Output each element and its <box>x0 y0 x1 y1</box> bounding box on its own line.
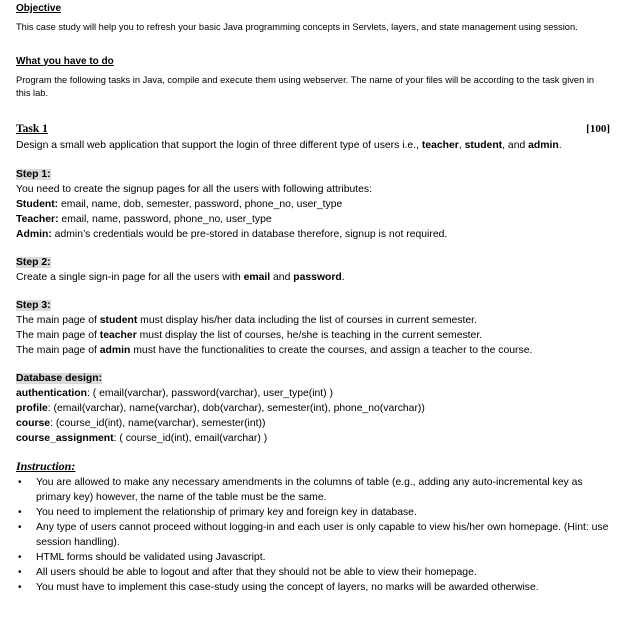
step1-heading: Step 1: <box>16 168 51 180</box>
list-item: • Any type of users cannot proceed without logging-in and each user is only capable to view his/her own homepage. (Hint: use session handling). <box>18 521 609 548</box>
list-item: • HTML forms should be validated using Javascript. <box>18 551 266 563</box>
instruction-heading: Instruction: <box>16 458 76 473</box>
step2-heading: Step 2: <box>16 256 51 268</box>
step1-section <box>16 167 610 242</box>
task-intro: Design a small web application that support the login of three different type of users i.e., teacher, student, and admin. <box>16 139 562 151</box>
bullet-icon: • <box>18 476 22 488</box>
step3-line-student: The main page of student must display his/her data including the list of courses in current semester. <box>16 314 477 326</box>
db-row: profile: (email(varchar), name(varchar), dob(varchar), semester(int), phone_no(varchar)) <box>16 402 425 414</box>
db-section <box>16 371 610 446</box>
step3-line-admin: The main page of admin must have the functionalities to create the courses, and assign a teacher to the course. <box>16 344 533 356</box>
objective-heading: Objective <box>16 3 62 14</box>
task-score: [100] <box>586 122 610 135</box>
bullet-icon: • <box>18 551 22 563</box>
task-header <box>16 123 610 135</box>
bullet-icon: • <box>18 566 22 578</box>
instruction-list <box>16 475 610 595</box>
step1-teacher-line: Teacher: email, name, password, phone_no, user_type <box>16 213 272 225</box>
list-item: • All users should be able to logout and after that they should not be able to view their homepage. <box>18 566 477 578</box>
step1-student-line: Student: email, name, dob, semester, password, phone_no, user_type <box>16 198 343 210</box>
step1-intro: You need to create the signup pages for all the users with following attributes: <box>16 183 373 195</box>
bullet-icon: • <box>18 521 22 533</box>
what-to-do-text: Program the following tasks in Java, compile and execute them using webserver. The name of your files will be according to the task given in this lab. <box>16 74 595 98</box>
step3-line-teacher: The main page of teacher must display the list of courses, he/she is teaching in the current semester. <box>16 329 483 341</box>
list-item: • You are allowed to make any necessary amendments in the columns of table (e.g., adding any auto-incremental key as primary key) however, the name of the table must be the same. <box>18 476 583 503</box>
document-page <box>16 0 610 595</box>
db-row: course: (course_id(int), name(varchar), semester(int)) <box>16 417 266 429</box>
db-row: authentication: ( email(varchar), password(varchar), user_type(int) ) <box>16 387 333 399</box>
db-row: course_assignment: ( course_id(int), email(varchar) ) <box>16 432 268 444</box>
step2-section <box>16 255 610 285</box>
step1-admin-line: Admin: admin’s credentials would be pre-stored in database therefore, signup is not required. <box>16 228 448 240</box>
list-item: • You need to implement the relationship of primary key and foreign key in database. <box>18 506 417 518</box>
task-title: Task 1 <box>16 122 48 135</box>
bullet-icon: • <box>18 506 22 518</box>
what-to-do-heading: What you have to do <box>16 55 114 67</box>
bullet-icon: • <box>18 581 22 593</box>
step3-heading: Step 3: <box>16 299 51 311</box>
step2-text: Create a single sign-in page for all the users with email and password. <box>16 271 345 283</box>
step3-section <box>16 298 610 358</box>
objective-text: This case study will help you to refresh your basic Java programming concepts in Servlets, layers, and state management using session. <box>16 22 578 32</box>
list-item: • You must have to implement this case-study using the concept of layers, no marks will be awarded otherwise. <box>18 581 539 593</box>
db-heading: Database design: <box>16 372 103 384</box>
